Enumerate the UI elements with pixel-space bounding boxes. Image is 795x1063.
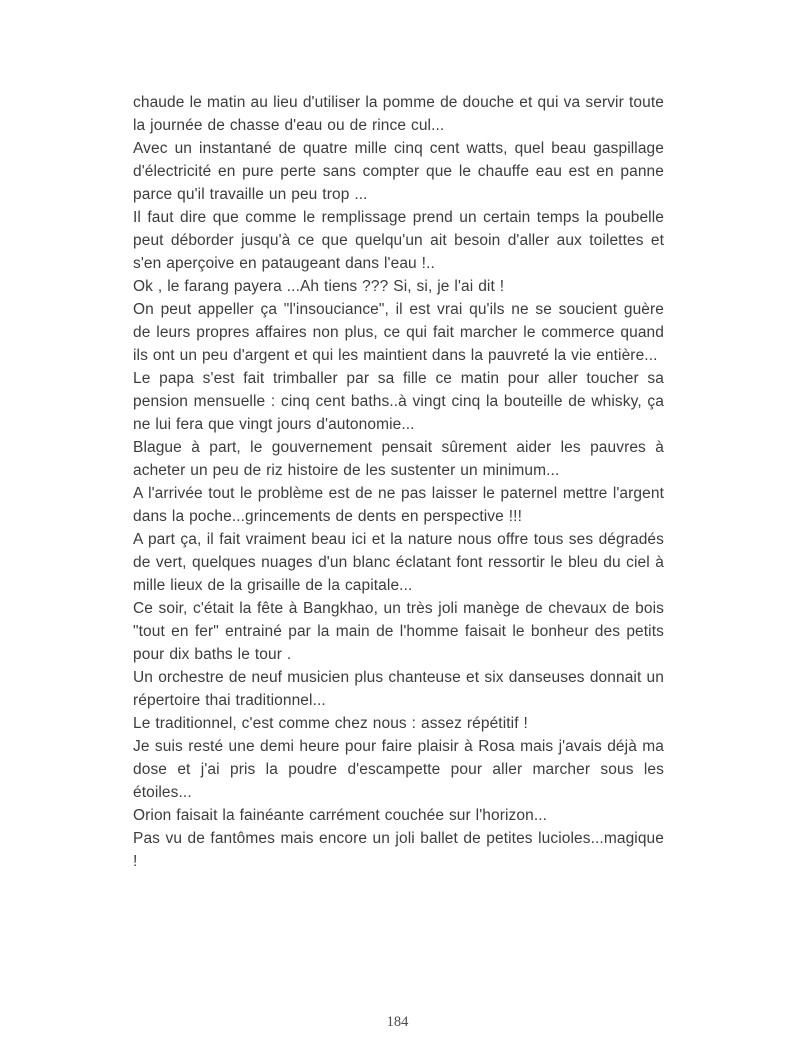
paragraph: Un orchestre de neuf musicien plus chanteuse et six danseuses donnait un répertoire thai traditionnel... (133, 669, 664, 709)
paragraph: Ce soir, c'était la fête à Bangkhao, un très joli manège de chevaux de bois "tout en fer" entrainé par la main de l'homme faisait le bonheur des petits pour dix baths le tour . (133, 600, 664, 663)
paragraph: On peut appeller ça "l'insouciance", il est vrai qu'ils ne se soucient guère de leurs propres affaires non plus, ce qui fait marcher le commerce quand ils ont un peu d'argent et qui les maintient dans la pauvreté la vie entière... (133, 301, 664, 364)
paragraph: A l'arrivée tout le problème est de ne pas laisser le paternel mettre l'argent dans la poche...grincements de dents en perspective !!! (133, 485, 664, 525)
paragraph: Ok , le farang payera ...Ah tiens ??? Si, si, je l'ai dit ! (133, 278, 505, 295)
paragraph: Avec un instantané de quatre mille cinq cent watts, quel beau gaspillage d'électricité en pure perte sans compter que le chauffe eau est en panne parce qu'il travaille un peu trop ... (133, 140, 664, 203)
paragraph: Pas vu de fantômes mais encore un joli ballet de petites lucioles...magique ! (133, 830, 664, 870)
paragraph: A part ça, il fait vraiment beau ici et la nature nous offre tous ses dégradés de vert, quelques nuages d'un blanc éclatant font ressortir le bleu du ciel à mille lieux de la grisaille de la capitale... (133, 531, 664, 594)
paragraph: Je suis resté une demi heure pour faire plaisir à Rosa mais j'avais déjà ma dose et j'ai pris la poudre d'escampette pour aller marcher sous les étoiles... (133, 738, 664, 801)
paragraph: chaude le matin au lieu d'utiliser la pomme de douche et qui va servir toute la journée de chasse d'eau ou de rince cul... (133, 94, 664, 134)
page-number: 184 (386, 1014, 409, 1030)
paragraph: Il faut dire que comme le remplissage prend un certain temps la poubelle peut déborder jusqu'à ce que quelqu'un ait besoin d'aller aux toilettes et s'en aperçoive en pataugeant dans l'eau !.. (133, 209, 664, 272)
paragraph: Blague à part, le gouvernement pensait sûrement aider les pauvres à acheter un peu de riz histoire de les sustenter un minimum... (133, 439, 664, 479)
paragraph: Le traditionnel, c'est comme chez nous : assez répétitif ! (133, 715, 528, 732)
text-block (133, 91, 664, 873)
paragraph: Orion faisait la fainéante carrément couchée sur l'horizon... (133, 807, 548, 824)
paragraph: Le papa s'est fait trimballer par sa fille ce matin pour aller toucher sa pension mensuelle : cinq cent baths..à vingt cinq la bouteille de whisky, ça ne lui fera que vingt jours d'autonomie... (133, 370, 664, 433)
